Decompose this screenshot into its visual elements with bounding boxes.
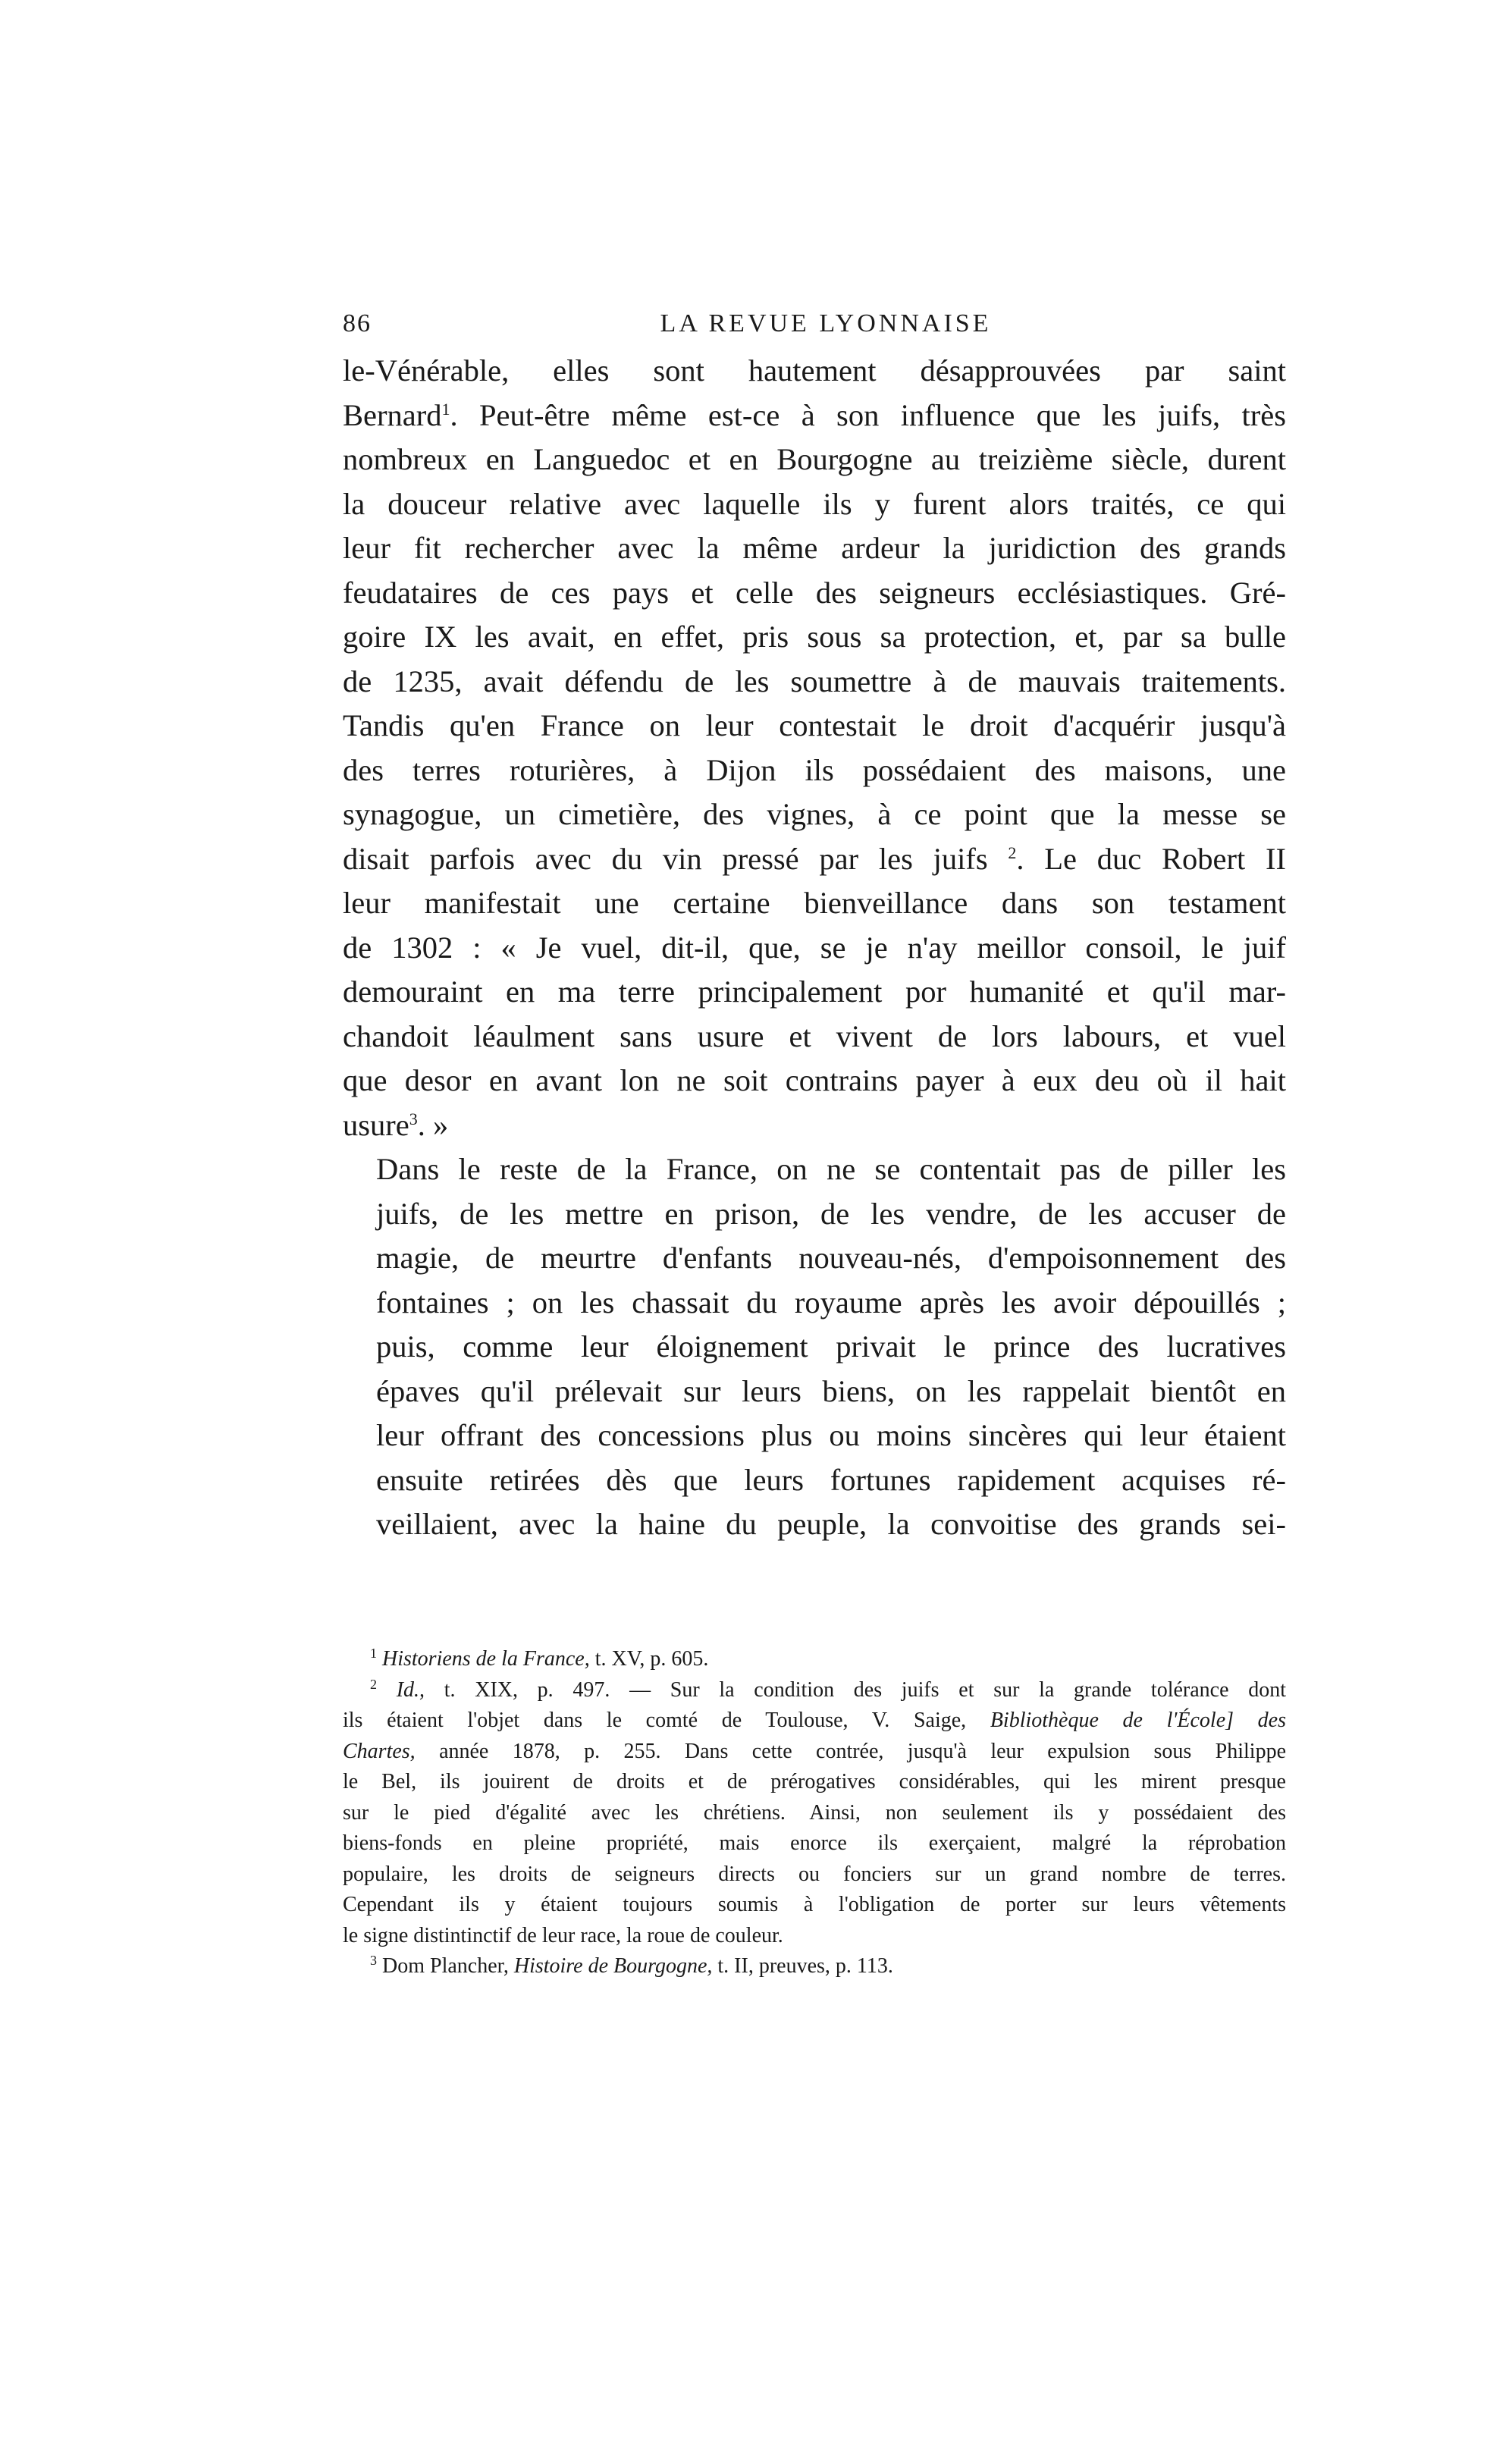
page-number: 86	[343, 309, 372, 337]
paragraph	[343, 1147, 1286, 1547]
text-line: puis, comme leur éloignement privait le prince des lucratives	[376, 1329, 1286, 1364]
text-line	[343, 394, 1286, 438]
footnote-line: le signe distintinctif de leur race, la roue de couleur.	[343, 1923, 783, 1947]
text-line: ensuite retirées dès que leurs fortunes rapidement acquises ré-	[376, 1462, 1286, 1497]
text-line: veillaient, avec la haine du peuple, la convoitise des grands sei-	[376, 1507, 1286, 1541]
text-line: magie, de meurtre d'enfants nouveau-nés, d'empoisonnement des	[376, 1241, 1286, 1275]
text-span: . Peut-être même est-ce à son influence que les juifs, très	[450, 397, 1286, 432]
footnote-line: Cependant ils y étaient toujours soumis à l'obligation de porter sur leurs vêtements	[343, 1893, 1286, 1916]
text-span: usure	[343, 1107, 409, 1142]
text-line: que desor en avant lon ne soit contrains payer à eux deu où il hait	[343, 1063, 1286, 1097]
page-header	[343, 303, 1286, 349]
footnote-mark: 3	[370, 1953, 377, 1968]
text-line: le-Vénérable, elles sont hautement désapprouvées par saint	[343, 353, 1286, 388]
text-span: Bernard	[343, 397, 442, 432]
paragraph	[343, 349, 1286, 1147]
text-line: nombreux en Languedoc et en Bourgogne au treizième siècle, durent	[343, 442, 1286, 476]
text-span: . Le duc Robert II	[1016, 841, 1286, 876]
footnote-ref[interactable]: 2	[1008, 843, 1017, 862]
text-line: feudataires de ces pays et celle des seigneurs ecclésiastiques. Gré-	[343, 575, 1286, 610]
text-line: leur offrant des concessions plus ou moins sincères qui leur étaient	[376, 1418, 1286, 1452]
text-line: de 1302 : « Je vuel, dit-il, que, se je n'ay meillor consoil, le juif	[343, 930, 1286, 965]
footnote-line	[343, 1706, 1286, 1737]
text-line: épaves qu'il prélevait sur leurs biens, on les rappelait bientôt en	[376, 1373, 1286, 1408]
running-title: LA REVUE LYONNAISE	[660, 309, 992, 337]
footnote-line	[343, 1644, 1286, 1675]
footnote-1	[343, 1644, 1286, 1675]
text-line: demouraint en ma terre principalement por humanité et qu'il mar-	[343, 974, 1286, 1009]
text-line: chandoit léaulment sans usure et vivent de lors labours, et vuel	[343, 1018, 1286, 1053]
footnote-3	[343, 1951, 1286, 1982]
text-line: de 1235, avait défendu de les soumettre à de mauvais traitements.	[343, 664, 1286, 698]
footnote-mark: 1	[370, 1646, 377, 1661]
text-span: . »	[417, 1107, 449, 1142]
page	[343, 303, 1286, 1547]
footnote-line: biens-fonds en pleine propriété, mais enorce ils exerçaient, malgré la réprobation	[343, 1831, 1286, 1855]
text-span: ils étaient l'objet dans le comté de Toulouse, V. Saige,	[343, 1709, 967, 1732]
text-line: leur fit rechercher avec la même ardeur la juridiction des grands	[343, 531, 1286, 565]
text-line: des terres roturières, à Dijon ils possédaient des maisons, une	[343, 752, 1286, 787]
text-line: juifs, de les mettre en prison, de les vendre, de les accuser de	[376, 1196, 1286, 1231]
text-line: leur manifestait une certaine bienveillance dans son testament	[343, 886, 1286, 920]
text-span: Dom Plancher,	[377, 1954, 514, 1978]
text-span: t. XIX, p. 497. — Sur la condition des juifs et sur la grande tolérance dont	[425, 1677, 1286, 1702]
footnote-title: Histoire de Bourgogne,	[513, 1954, 713, 1978]
text-line: goire IX les avait, en effet, pris sous sa protection, et, par sa bulle	[343, 620, 1286, 654]
text-line	[343, 837, 1286, 882]
footnote-line: sur le pied d'égalité avec les chrétiens. Ainsi, non seulement ils y possédaient des	[343, 1800, 1286, 1825]
text-line: fontaines ; on les chassait du royaume après les avoir dépouillés ;	[376, 1285, 1286, 1320]
body-text	[343, 349, 1286, 1547]
text-line: synagogue, un cimetière, des vignes, à ce point que la messe se	[343, 797, 1286, 831]
footnote-2	[343, 1675, 1286, 1952]
footnote-line	[343, 1951, 1286, 1982]
footnote-line	[343, 1737, 1286, 1768]
text-span: t. II, preuves, p. 113.	[712, 1954, 893, 1978]
footnote-title: Bibliothèque de l'École] des	[990, 1709, 1287, 1732]
text-span: année 1878, p. 255. Dans cette contrée, jusqu'à leur expulsion sous Philippe	[415, 1739, 1286, 1763]
text-line	[343, 1103, 1286, 1148]
footnote-id: Id.,	[396, 1677, 425, 1702]
footnote-ref[interactable]: 3	[409, 1109, 418, 1128]
footnote-line	[343, 1675, 1286, 1706]
text-line: la douceur relative avec laquelle ils y furent alors traités, ce qui	[343, 486, 1286, 521]
footnote-line: le Bel, ils jouirent de droits et de prérogatives considérables, qui les mirent presque	[343, 1770, 1286, 1793]
footnote-ref[interactable]: 1	[441, 399, 450, 419]
footnotes	[343, 1644, 1286, 1982]
footnote-mark: 2	[370, 1676, 377, 1692]
text-line: Dans le reste de la France, on ne se contentait pas de piller les	[376, 1152, 1286, 1186]
text-span: t. XV, p. 605.	[589, 1647, 709, 1671]
footnote-title: Chartes,	[343, 1739, 416, 1763]
text-span: disait parfois avec du vin pressé par les juifs	[343, 841, 988, 876]
footnote-title: Historiens de la France,	[382, 1647, 590, 1671]
footnote-line: populaire, les droits de seigneurs directs ou fonciers sur un grand nombre de terres.	[343, 1862, 1286, 1886]
text-line: Tandis qu'en France on leur contestait le droit d'acquérir jusqu'à	[343, 708, 1286, 742]
